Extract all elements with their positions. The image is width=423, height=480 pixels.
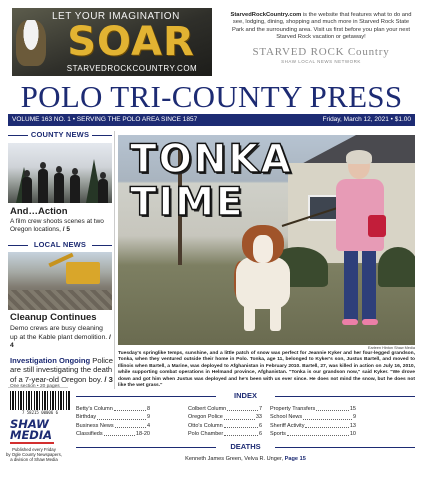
sections-note: One section • 20 pages xyxy=(10,384,60,389)
deaths-title: DEATHS xyxy=(76,442,415,451)
woman-figure xyxy=(332,153,388,333)
ad-brand-word: SOAR xyxy=(67,19,195,65)
local-news-label: LOCAL NEWS xyxy=(8,240,112,249)
story-cleanup-title[interactable]: Cleanup Continues xyxy=(10,312,97,323)
index-entry[interactable]: Polo Chamber 6 xyxy=(188,430,262,437)
soar-ad-banner[interactable] xyxy=(12,8,212,76)
ad-url: STARVEDROCKCOUNTRY.COM xyxy=(66,64,198,73)
shaw-network-label: SHAW LOCAL NEWS NETWORK xyxy=(281,58,361,64)
dog-figure xyxy=(230,225,296,333)
photo-credit: Earleen Hinton Shaw Media xyxy=(367,346,415,350)
photo-caption: Tuesday's springlike temps, sunshine, and a little patch of snow was perfect for Jeannie Kyker and her four-legged grandson, Tonka, when they ventured outside their home in Polo. Tonka, age 11, belonged to Kyker's son, Justus Bartell, and moved to Illinois when Bartell, a Marine, was deployed to Afghanistan in February 2010. Bartell, 27, was killed in action on July 16, 2010, while supporting combat operations in Helmand province, Afghanistan. "Tonka is our grandson now," said Kyker. "We drove down and got him when Justus was deployed and he's been with us ever since. He does not mind the snow, but he does not like the wet grass." xyxy=(118,351,415,389)
index-column xyxy=(270,405,356,438)
index-entry[interactable]: Betty's Column 8 xyxy=(76,406,150,412)
starved-rock-ad[interactable] xyxy=(228,12,414,74)
index-entry[interactable]: Birthday 9 xyxy=(76,414,150,421)
index-table xyxy=(76,405,415,439)
issue-bar xyxy=(8,114,415,126)
story-and-action-title[interactable]: And…Action xyxy=(10,206,68,217)
ad-tagline: LET YOUR IMAGINATION xyxy=(52,11,180,22)
issue-date-price: Friday, March 12, 2021 • $1.00 xyxy=(322,116,411,123)
county-news-label: COUNTY NEWS xyxy=(8,130,112,139)
index-column xyxy=(76,405,150,438)
starved-rock-logo: STARVED ROCK Country xyxy=(252,45,390,58)
eagle-image xyxy=(16,20,46,66)
index-entry[interactable]: Sheriff Activity 13 xyxy=(270,422,356,429)
barcode-number: 7 58215 00006 6 xyxy=(10,410,70,415)
headline-line-2: TIME xyxy=(130,180,245,225)
index-entry[interactable]: Otto's Column 6 xyxy=(188,422,262,429)
story-cleanup-summary: Demo crews are busy cleaning up at the Kable plant demolition. / 4 xyxy=(10,325,111,350)
deaths-list[interactable]: Kenneth James Green, Velva R. Unger, Page 15 xyxy=(185,456,306,462)
index-entry[interactable]: Property Transfers 15 xyxy=(270,406,356,412)
ad-copy: StarvedRockCountry.com is the website that features what to do and see, lodging, dining, shopping and much more in Starved Rock State Park and the surrounding area. Visit us first before you plan your next Starved Rock vacation or getaway! xyxy=(230,12,412,41)
index-entry[interactable]: Business News 4 xyxy=(76,422,150,429)
index-title: INDEX xyxy=(76,391,415,400)
barcode xyxy=(10,391,70,411)
index-entry[interactable]: Oregon Police 33 xyxy=(188,414,262,421)
demolition-photo[interactable] xyxy=(8,252,112,310)
headline-line-1: TONKA xyxy=(130,137,293,182)
publisher-note: Published every Friday by Ogle County Newspapers, a division of Shaw Media xyxy=(6,447,62,463)
film-crew-photo[interactable] xyxy=(8,143,112,203)
story-and-action-summary: A film crew shoots scenes at two Oregon locations, / 5 xyxy=(10,218,104,233)
index-entry[interactable]: School News 9 xyxy=(270,414,356,421)
index-entry[interactable]: Colbert Column 7 xyxy=(188,406,262,412)
newspaper-title: POLO TRI-COUNTY PRESS xyxy=(20,79,403,114)
index-column xyxy=(188,405,262,438)
index-entry[interactable]: Classifieds 18-20 xyxy=(76,430,150,437)
story-investigation[interactable]: Investigation Ongoing Police are still investigating the death of a 7-year-old Oregon boy. / 3 xyxy=(10,356,113,384)
index-entry[interactable]: Sports 10 xyxy=(270,430,356,437)
shaw-media-logo: SHAW MEDIA xyxy=(10,417,53,442)
volume-info: VOLUME 163 NO. 1 • SERVING THE POLO AREA SINCE 1857 xyxy=(12,116,198,123)
